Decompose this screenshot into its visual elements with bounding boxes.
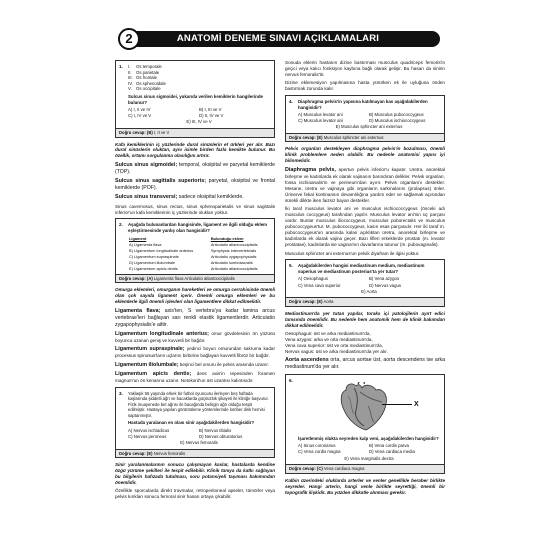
answer-options xyxy=(128,428,270,446)
question-text: Diaphragma pelvis'in yapısına katılmayan kas aşağıdakilerden hangisidir? xyxy=(298,98,428,110)
answer-text: Nervus femoralis xyxy=(153,450,186,456)
roman-numeral: III. xyxy=(128,75,133,81)
answer-label: Doğru cevap: (B) xyxy=(119,130,153,136)
option-a[interactable]: A) Oesophagus xyxy=(298,276,328,282)
explanation-paragraph: Sinir yaralanmalarının sonucu çalışmayan kaslar, hastalarda kendine özgü yürüme şekilleri ile tespit edilebilir. Klinik tanıya da katkı sağlayan bu bilgilerin hafızada tutulması, soru potansiyeli taşıması bakımından önemlidir. xyxy=(115,462,275,485)
option-c[interactable]: C) Musculus levator ani xyxy=(298,118,343,124)
option-c[interactable]: C) Nervus peroneus xyxy=(128,433,167,439)
roman-item: Os sphenoidale xyxy=(136,80,166,86)
question-number: 5. xyxy=(289,262,293,268)
question-number: 1. xyxy=(119,64,123,69)
answer-label: Doğru cevap: (C) xyxy=(289,466,323,472)
option-a[interactable]: A) Musculus levator ani xyxy=(298,112,343,118)
answer-text: Ligamenta flava Articulatio atlantooccipitalis xyxy=(153,276,235,281)
ligament-item xyxy=(115,346,275,359)
term: Ligamenta flava; xyxy=(115,307,161,314)
heart-illustration xyxy=(338,382,390,432)
question-text: Aşağıdakilerden hangisi mediastinum medium, mediastinum superius ve mediastinum posterius'ta yer tutar? xyxy=(298,262,425,274)
explanation-paragraph: Omurga eklemleri, omurganın hareketleri ve omurga cerrahisinde önemli olan çok sayıda ligament içerir. Önemli omurga eklemleri ve bu eklemlerle ilgili önemli işlevleri olan ligamentlere dikkat edilmelidir. xyxy=(115,287,275,305)
answer-options xyxy=(298,112,440,130)
question-5-box xyxy=(285,259,445,307)
answer-label: Doğru cevap: (E) xyxy=(289,299,323,305)
roman-numeral: IV. xyxy=(128,80,133,86)
ligament-item xyxy=(115,331,275,344)
column-header: Bulunduğu eklem xyxy=(210,236,244,242)
option-e[interactable]: E) Aorta xyxy=(361,288,377,294)
cell: B) Ligamentum longitudinale anterius xyxy=(129,247,194,253)
table-row[interactable] xyxy=(128,265,270,271)
correct-answer xyxy=(286,133,444,141)
option-c[interactable]: C) I, IV ve V xyxy=(128,113,152,119)
option-c[interactable]: C) Vena cordis magna xyxy=(298,449,341,455)
term-text: dens axis'in tepesinden foramen magnum'un ön kenarına uzanır. Notokord'un üst uzantısı kalıntısıdır. xyxy=(115,371,275,384)
option-a[interactable]: A) Nervus ischiadicus xyxy=(128,427,170,433)
option-d[interactable]: D) II, IV ve V xyxy=(199,113,224,119)
term-text: aperturı pelvis inferior'u kapatır. Uretra, anorektal birleşme ve kadınlarda ek olarak vajinanın barındıran delikler. Pelvik organları, fossa ischioanalis'in ve perineum'dan ayırır. Pelvis organlarını destekler. Mesane, üretra ve vajinaya gibi organların sarkmalarını (prolapsus) önler. Ürinerve fekal kontinansın devamlılığına yardım eder ve sağlamak açısından sürekli dikkte iken faizsiz bayan destekler. xyxy=(285,166,445,203)
page-title: ANATOMİ DENEME SINAVI AÇIKLAMALARI xyxy=(176,33,380,44)
option-a[interactable]: A) I, II ve IV xyxy=(128,107,151,113)
sulcus-item xyxy=(115,178,275,192)
question-3-box xyxy=(115,387,275,458)
question-text: Hastada yaralanan en olası sinir aşağıdakilerden hangisidir? xyxy=(128,420,255,426)
question-number: 4. xyxy=(289,98,293,104)
sulcus-item xyxy=(115,162,275,176)
answer-options xyxy=(298,443,440,461)
option-d[interactable]: D) Musculus ischiococcygeus xyxy=(369,118,426,124)
heart-figure xyxy=(298,380,440,434)
cell: A) Ligamenta flava xyxy=(129,242,162,248)
option-b[interactable]: B) Nervus tibialis xyxy=(199,427,232,433)
answer-text: Musculus sphincter ani externus xyxy=(323,135,384,141)
term: Sulcus sinus sagittalis superioris; xyxy=(115,178,206,185)
marker-label: X xyxy=(414,400,419,408)
option-d[interactable]: D) Nervus vagus xyxy=(369,282,401,288)
explanation-paragraph: Dizine eklemesiyon yapılmasına hasta yürürken ek ile uyluğuna önden bastırmak zorunda kalır. xyxy=(285,80,445,92)
question-text: Sulcus sinus sigmoidei, yukarıda verilen kemiklerin hangilerinde bulunur? xyxy=(128,93,263,105)
roman-item: Os occipitale xyxy=(136,86,161,92)
option-e[interactable]: E) Vena marginalis dextra xyxy=(344,455,394,461)
roman-numeral: I. xyxy=(128,64,131,69)
term: Ligamentum supraspinale; xyxy=(115,346,185,353)
question-2-box xyxy=(115,218,275,283)
cell: Articulatio lumbosacralis xyxy=(210,259,253,265)
answer-label: Doğru cevap: (E) xyxy=(119,450,153,456)
column-header: Ligament xyxy=(129,236,147,242)
answer-options xyxy=(298,276,440,294)
term: Ligamentum longitudinale anterius; xyxy=(115,330,209,337)
answer-text: Vena cardiaca magna xyxy=(323,466,365,472)
roman-item: Os frontale xyxy=(136,75,158,81)
term: Ligamentum apicis dentis; xyxy=(115,371,192,378)
right-column xyxy=(285,60,445,498)
term-text: temporal, oksipital ve paryetal kemiklerde (TOP). xyxy=(115,161,275,175)
explanation-paragraph: Sonuda eklerin hastanın dizine bastırması musculus quadriceps femoris'in geçici veya kalıcı fonksiyon kaybına bağlı olarak gelişir. Bu hasarı da sinirin nervus femoralis'tir. xyxy=(285,60,445,77)
roman-item: Os parietale xyxy=(136,69,160,75)
sulcus-item xyxy=(115,194,275,201)
question-text: İşaretlenmiş olukta seyreden kalp veni, aşağıdakilerden hangisidir? xyxy=(298,435,439,441)
option-e[interactable]: E) Nervus femoralis xyxy=(180,439,218,445)
marker-line xyxy=(382,404,412,405)
option-b[interactable]: B) Vena azygos xyxy=(369,276,400,282)
answer-options xyxy=(128,107,270,125)
explanation-paragraph: Kafa kemiklerinin iç yüzlerinde dural sinüslerin et ürkleri yer alır. Bazı dural sinüslerin oluktan, aynı isimle birden fazla kemikte bulunur. Bu özellik, ortamı sorgulanma olasılığını artırır. xyxy=(115,141,275,159)
answer-label: Doğru cevap: (A) xyxy=(119,276,153,281)
explanation-paragraph xyxy=(285,167,445,204)
explanation-paragraph: Özellikle sporcularda direkt travmalar, retroperitoneal apseler, tümörler veya pelvis kırıkları sonucu femoral sinir hasarı ortaya çıkabilir. xyxy=(115,488,275,500)
term: Ligamentum iliolumbale; xyxy=(115,361,179,368)
term: Sulcus sinus sigmoidei; xyxy=(115,161,178,168)
option-d[interactable]: D) Nervus obturatorius xyxy=(199,433,243,439)
explanation-paragraph xyxy=(285,357,445,371)
question-1-box xyxy=(115,60,275,138)
roman-item: Os temporale xyxy=(136,64,162,69)
term: Aorta ascendens xyxy=(285,357,329,364)
list-item: Oesophagus: üst ve arka mediastinum'da, xyxy=(285,331,371,337)
term-text: beşinci bel omuru ile pelvis arasında uzanır. xyxy=(178,361,269,367)
correct-answer xyxy=(116,274,274,282)
correct-answer xyxy=(116,128,274,136)
ligament-item xyxy=(115,371,275,384)
cell: Articulatio zygapophysialis xyxy=(210,253,257,259)
cell: Articulatio atlantooccipitalis xyxy=(210,265,258,271)
answer-label: Doğru cevap: (E) xyxy=(289,135,323,141)
cell: D) Ligamentum iliolumbale xyxy=(129,259,176,265)
list-item: Vena cava superior: üst ve orta mediastinum'da, xyxy=(285,342,383,348)
explanation-paragraph: İki taraf musculus levator ani ve musculus ischiococcygeus (önceki adı musculus coccygeus) tarafından yapılır. Musculus levator ani'nin üç parçası vardır. Bunlar musculus iliococcygeus, musculus puborectalis ve musculus pubococcygeus'tur. M. pubococcygeus, kasın esas parçasıdır. Her iki taraf m. pubococcygeus'un arasında kalan açıklıktan üretra, anorektal birleşme ve kadınlarda ek olarak vajina geçer. Bazı lifleri erkeklerde prostatı (m. levator prostatae), kadınlarda ise vagina'nın duvarlarına tutunur (m. pubovaginalis). xyxy=(285,206,445,248)
term-text: axis'ten, S vertebra'ya kadar lamina arcus vertebrae'leri bağlayan sarı renkli elastik ligamentlerdir. Articulatio zygapophysialis'e aittir. xyxy=(115,307,275,328)
term-text: orta, arcus aortae üst, aorta descendens ise arka mediastinum'da yer alır. xyxy=(285,357,445,371)
cell: Articulatio atlantooccipitalis xyxy=(210,242,258,248)
correct-answer xyxy=(286,464,444,472)
page-header xyxy=(118,28,440,50)
left-column xyxy=(115,60,275,503)
question-number: 2. xyxy=(119,222,123,228)
question-text: Aşağıda bulunanlardan hangisinde, ligament ve ilgili olduğu eklem eşleştirmesinde yanlış olan hangisidir? xyxy=(128,222,268,234)
term-text: omur gövdelesinin ön yüzünü boyunca uzanan geniş ve kuvvetli bir bağdır. xyxy=(115,330,275,343)
correct-answer xyxy=(286,297,444,305)
term: Diaphragma pelvis, xyxy=(285,166,336,173)
option-d[interactable]: D) Vena cardiaca media xyxy=(369,449,415,455)
list-item: Vena azygos: arka ve orta mediastinum'da, xyxy=(285,336,373,342)
explanation-paragraph: Kalbin üzerindeki oluklarda arterler ve venler genellikle beraber birlikte seyreder. Hangi arterin, hangi venle birlikte seyrettiği, önemli bir topografik ilişkidir. Bu yüzden dikkatle alınması gerekir. xyxy=(285,477,445,495)
answer-text: Aorta xyxy=(323,299,334,305)
option-b[interactable]: B) I, III ve V xyxy=(199,107,222,113)
option-e[interactable]: E) III, IV ve V xyxy=(186,119,212,125)
term-text: yedinci boyun omurundan sakruma kadar processus spinosus'ların uçlarını birbirine bağlayan kuvvetli fibröz bir bağdır. xyxy=(115,346,275,359)
question-stem: Yaklaşık 55 yaşında erkek bir futbol oyuncusu ilerleyen beş haftada kaşlarında şiddetli ağrı ve bacaklarda güçsüzlük şikayeti ile kliniğe başvurur. Fizik muayenede bel ağrısı ile bacağında belirgin ağrı olduğu tespit edilmiştir. Hastaya yapılan görüntüleme yöntemlerinde lomber disk hernisi saptanmıştır. xyxy=(128,390,269,418)
question-4-box xyxy=(285,95,445,143)
roman-numeral: V. xyxy=(128,86,132,92)
roman-list xyxy=(128,64,270,92)
page-number-badge: 2 xyxy=(118,28,140,50)
term: Sulcus sinus transversi; xyxy=(115,194,178,201)
term-text: paryetal, oksipital ve frontal kemiklerde (POF). xyxy=(115,178,275,192)
explanation-paragraph: Pelvis organları destekleyen diaphragma pelvis'in bozulması, önemli klinik problemlere neden olabilir. Bu nedenle anatomisi yapısı iyi bilinmelidir. xyxy=(285,146,445,164)
option-e[interactable]: E) Musculus sphincter ani externus xyxy=(335,124,403,130)
explanation-paragraph: Sinus cavernosus, sinus rectus, sinus sphenoparietalis ve sinus sagittalis inferior'un kafa kemiklerinin iç yüzlerinde olukları yoktur. xyxy=(115,203,275,215)
question-6-box xyxy=(285,374,445,474)
ligament-item xyxy=(115,308,275,329)
option-a[interactable]: A) Sinus coronarius xyxy=(298,443,336,449)
list-item: Nervus vagus: üst ve arka mediastinum'da yer alır. xyxy=(285,348,388,354)
cell: E) Ligamentum apicis dentis xyxy=(129,265,178,271)
cell: Symphysis intervertebralis xyxy=(210,247,257,253)
roman-numeral: II. xyxy=(128,69,132,75)
cell: C) Ligamentum supraspinale xyxy=(129,253,179,259)
question-number: 6. xyxy=(289,377,293,383)
ligament-table xyxy=(128,236,270,271)
option-b[interactable]: B) Musculus pubococcygeus xyxy=(369,112,424,118)
explanation-paragraph: Mediastinum'da yer tutan yapılar, toraks içi patolojilerin ayırt edici tanısında önemlidir. Bu nedenle hem anatomik hem de klinik bakımdan dikkat edilmelidir. xyxy=(285,310,445,328)
question-number: 3. xyxy=(119,390,123,396)
option-b[interactable]: B) Vena cordis parva xyxy=(369,443,409,449)
answer-text: I, II ve V xyxy=(153,130,170,136)
correct-answer xyxy=(116,449,274,457)
term-text: sadece oksipital kemiklerde. xyxy=(177,194,244,201)
option-c[interactable]: C) Vena cava superior xyxy=(298,282,341,288)
explanation-paragraph: Musculus sphincter ani externus'un pelvik diyafram ile ilgisi yoktur. xyxy=(285,250,420,256)
ligament-item xyxy=(115,362,275,369)
